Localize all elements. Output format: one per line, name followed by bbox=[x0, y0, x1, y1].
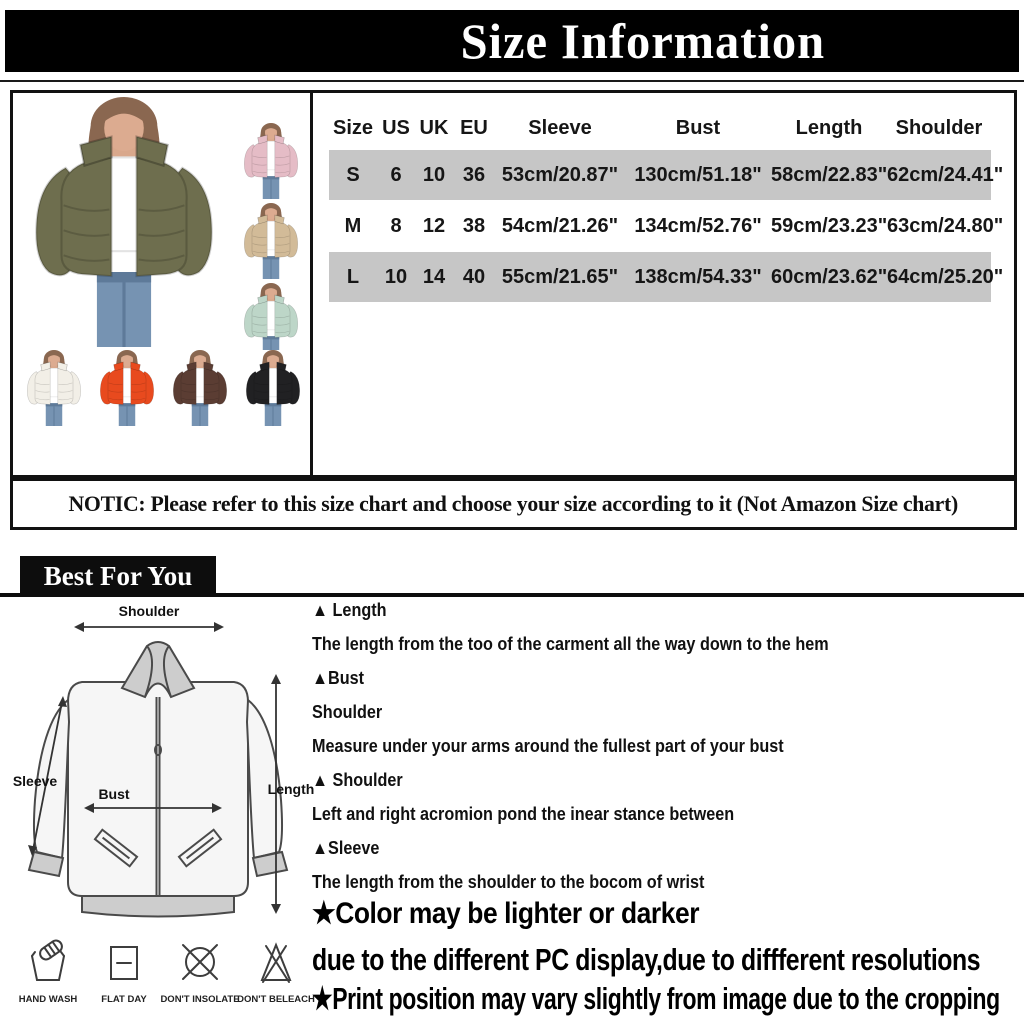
dont-bleach-icon bbox=[252, 938, 300, 988]
cell-length: 60cm/23.62" bbox=[771, 265, 888, 288]
column-header-sleeve: Sleeve bbox=[528, 116, 592, 139]
diagram-label-bust: Bust bbox=[98, 786, 130, 802]
care-item-dont-insolate bbox=[162, 938, 238, 1005]
page-title: Size Information bbox=[460, 13, 826, 69]
diagram-label-sleeve: Sleeve bbox=[12, 773, 58, 789]
cell-bust: 134cm/52.76" bbox=[634, 214, 762, 237]
cell-shoulder: 62cm/24.41" bbox=[887, 163, 1004, 186]
guide-body-length: The length from the too of the carment all the way down to the hem bbox=[312, 634, 829, 654]
shoulder-dimension-arrow bbox=[74, 603, 224, 632]
column-header-uk: UK bbox=[419, 116, 449, 139]
hand-wash-icon bbox=[24, 938, 72, 988]
guide-heading-length: ▲ Length bbox=[312, 600, 387, 620]
table-row-l bbox=[329, 252, 1004, 302]
guide-body-bust-1: Shoulder bbox=[312, 702, 383, 722]
guide-heading-sleeve: ▲Sleeve bbox=[312, 838, 380, 858]
diagram-label-length: Length bbox=[267, 781, 315, 797]
measurement-diagram bbox=[8, 600, 315, 930]
cell-sleeve: 55cm/21.65" bbox=[501, 265, 619, 288]
size-table bbox=[329, 107, 1004, 303]
measure-guide bbox=[312, 600, 1024, 906]
guide-heading-bust: ▲Bust bbox=[312, 668, 365, 688]
care-label: FLAT DAY bbox=[101, 994, 147, 1005]
dont-insolate-icon bbox=[176, 938, 224, 988]
flat-dry-icon bbox=[100, 938, 148, 988]
guide-body-shoulder: Left and right acromion pond the inear stance between bbox=[312, 804, 735, 824]
care-label: DON'T INSOLATE bbox=[160, 994, 240, 1005]
cell-size: L bbox=[346, 265, 360, 288]
column-header-shoulder: Shoulder bbox=[895, 116, 983, 139]
notice-text: NOTIC: Please refer to this size chart and choose your size according to it (Not Amazon Size chart) bbox=[68, 491, 959, 516]
cell-size: M bbox=[344, 214, 362, 237]
cell-eu: 36 bbox=[462, 163, 486, 186]
guide-body-sleeve: The length from the shoulder to the bocom of wrist bbox=[312, 872, 705, 892]
care-item-flat-dry bbox=[86, 938, 162, 1005]
variant-thumb-orange[interactable] bbox=[91, 350, 163, 426]
column-header-size: Size bbox=[332, 116, 374, 139]
banner-divider bbox=[0, 80, 1024, 82]
length-dimension-arrow bbox=[268, 674, 315, 914]
cell-us: 6 bbox=[390, 163, 402, 186]
notice-box bbox=[10, 478, 1017, 530]
cell-sleeve: 53cm/20.87" bbox=[501, 163, 619, 186]
table-header-row bbox=[329, 107, 991, 149]
cell-uk: 12 bbox=[422, 214, 446, 237]
guide-body-bust-2: Measure under your arms around the fullest part of your bust bbox=[312, 736, 784, 756]
note-color-disclaimer: ★Color may be lighter or darker bbox=[312, 897, 700, 930]
cell-length: 59cm/23.23" bbox=[771, 214, 888, 237]
size-table-panel bbox=[313, 93, 1014, 475]
cell-uk: 10 bbox=[422, 163, 446, 186]
care-label: DON'T BELEACH bbox=[237, 994, 315, 1005]
table-row-m bbox=[329, 201, 1004, 251]
cell-us: 8 bbox=[390, 214, 402, 237]
diagram-label-shoulder: Shoulder bbox=[118, 603, 180, 619]
cell-shoulder: 64cm/25.20" bbox=[887, 265, 1004, 288]
cell-size: S bbox=[346, 163, 360, 186]
table-row-s bbox=[329, 150, 1004, 200]
cell-us: 10 bbox=[384, 265, 408, 288]
cell-bust: 138cm/54.33" bbox=[634, 265, 762, 288]
size-info-box bbox=[10, 90, 1017, 478]
cell-sleeve: 54cm/21.26" bbox=[501, 214, 619, 237]
variant-thumb-brown[interactable] bbox=[164, 350, 236, 426]
cell-length: 58cm/22.83" bbox=[771, 163, 888, 186]
variant-thumb-pink[interactable] bbox=[235, 123, 307, 199]
note-display-disclaimer: due to the different PC display,due to diffferent resolutions bbox=[312, 942, 981, 977]
title-banner bbox=[5, 10, 1019, 72]
cell-eu: 40 bbox=[462, 265, 486, 288]
cell-shoulder: 63cm/24.80" bbox=[887, 214, 1004, 237]
column-header-eu: EU bbox=[460, 116, 488, 139]
guide-heading-shoulder: ▲ Shoulder bbox=[312, 770, 403, 790]
product-main-image[interactable] bbox=[17, 97, 231, 347]
column-header-length: Length bbox=[795, 116, 863, 139]
variant-thumb-mint[interactable] bbox=[235, 283, 307, 359]
column-header-us: US bbox=[382, 116, 410, 139]
care-instructions bbox=[10, 938, 314, 1005]
variant-thumb-cream[interactable] bbox=[18, 350, 90, 426]
cell-uk: 14 bbox=[422, 265, 446, 288]
care-item-hand-wash bbox=[10, 938, 86, 1005]
care-item-dont-bleach bbox=[238, 938, 314, 1005]
product-image-panel bbox=[13, 93, 313, 475]
cell-bust: 130cm/51.18" bbox=[634, 163, 762, 186]
column-header-bust: Bust bbox=[675, 116, 721, 139]
best-for-you-label: Best For You bbox=[43, 561, 193, 591]
care-label: HAND WASH bbox=[18, 994, 78, 1005]
variant-thumb-black[interactable] bbox=[237, 350, 309, 426]
note-print-disclaimer: ★Print position may vary slightly from image due to the cropping bbox=[312, 981, 1000, 1016]
best-for-you-banner bbox=[20, 556, 216, 597]
variant-thumb-khaki[interactable] bbox=[235, 203, 307, 279]
cell-eu: 38 bbox=[462, 214, 486, 237]
